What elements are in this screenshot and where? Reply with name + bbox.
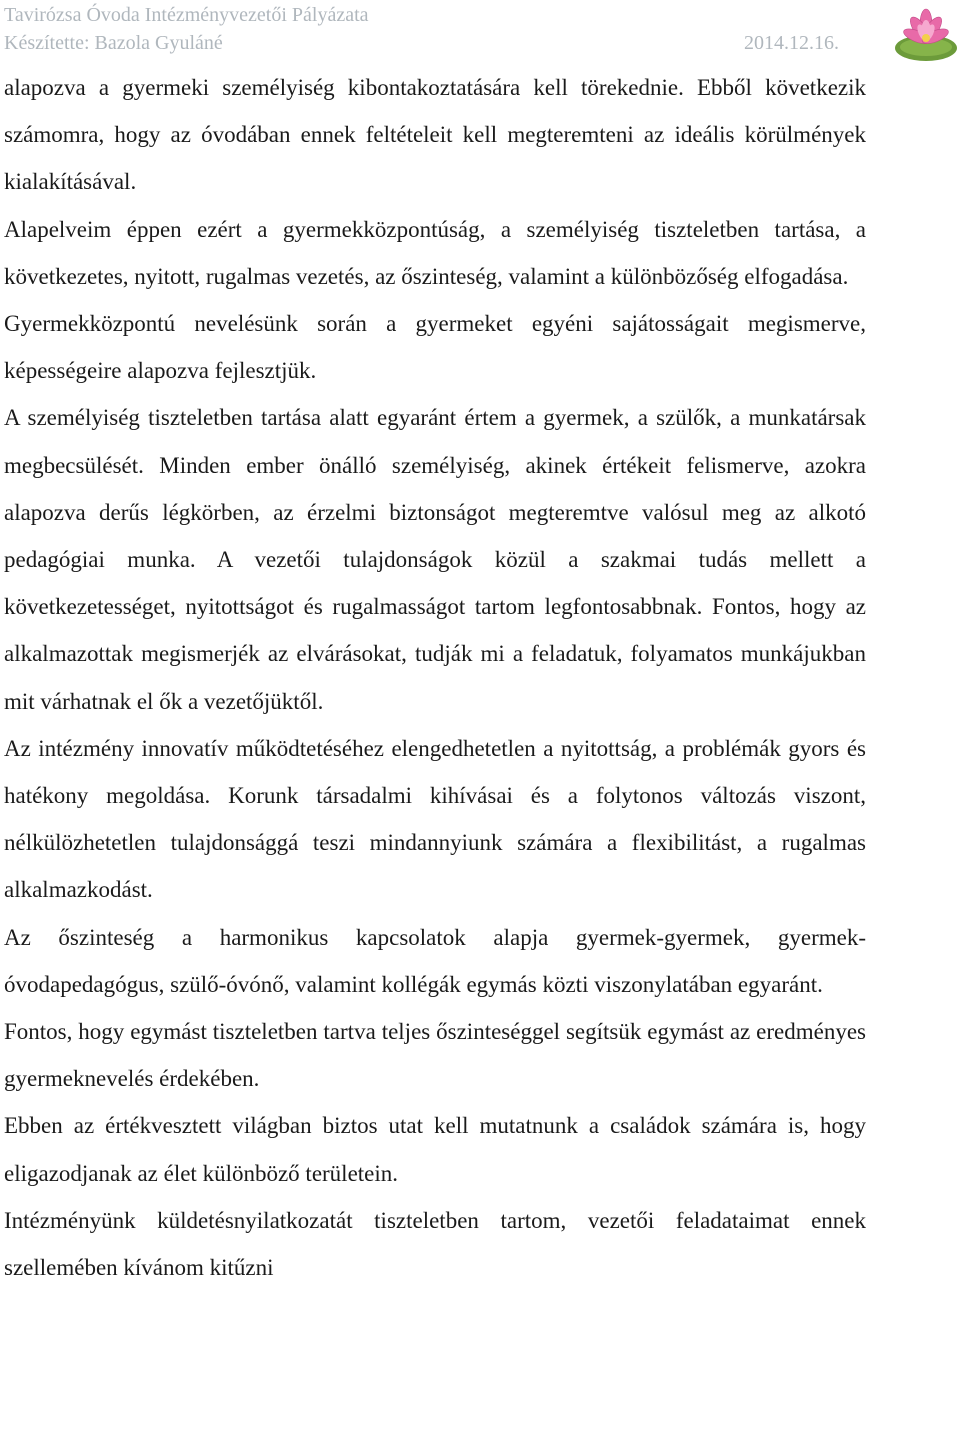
- water-lily-icon: [893, 2, 959, 64]
- paragraph: alapozva a gyermeki személyiség kibontakoztatására kell törekednie. Ebből következik számomra, hogy az óvodában ennek feltételeit kell megteremteni az ideális körülmények kialakításával.: [4, 75, 866, 195]
- author-line: Készítette: Bazola Gyuláné: [4, 32, 223, 54]
- document-body: [4, 64, 866, 1291]
- paragraph: Fontos, hogy egymást tiszteletben tartva teljes őszinteséggel segítsük egymást az eredményes gyermeknevelés érdekében.: [4, 1019, 866, 1092]
- paragraph: Gyermekközpontú nevelésünk során a gyermeket egyéni sajátosságait megismerve, képességeire alapozva fejlesztjük.: [4, 311, 866, 384]
- document-title: Tavirózsa Óvoda Intézményvezetői Pályázata: [4, 4, 369, 26]
- paragraph: A személyiség tiszteletben tartása alatt egyaránt értem a gyermek, a szülők, a munkatársak megbecsülését. Minden ember önálló személyiség, akinek értékeit felismerve, azokra alapozva derűs légkörben, az érzelmi biztonságot megteremtve valósul meg az alkotó pedagógiai munka. A vezetői tulajdonságok közül a szakmai tudás mellett a következetességet, nyitottságot és rugalmasságot tartom legfontosabbnak. Fontos, hogy az alkalmazottak megismerjék az elvárásokat, tudják mi a feladatuk, folyamatos munkájukban mit várhatnak el ők a vezetőjüktől.: [4, 405, 866, 714]
- paragraph: Az intézmény innovatív működtetéséhez elengedhetetlen a nyitottság, a problémák gyors és hatékony megoldása. Korunk társadalmi kihívásai és a folytonos változás viszont, nélkülözhetetlen tulajdonsággá teszi mindannyiunk számára a flexibilitást, a rugalmas alkalmazkodást.: [4, 735, 866, 903]
- document-date: 2014.12.16.: [744, 32, 839, 54]
- paragraph: Alapelveim éppen ezért a gyermekközpontúság, a személyiség tiszteletben tartása, a következetes, nyitott, rugalmas vezetés, az őszinteség, valamint a különbözőség elfogadása.: [4, 216, 866, 289]
- paragraph: Intézményünk küldetésnyilatkozatát tiszteletben tartom, vezetői feladataimat ennek szellemében kívánom kitűzni: [4, 1207, 866, 1281]
- page-header: [4, 0, 954, 64]
- paragraph: Ebben az értékvesztett világban biztos utat kell mutatnunk a családok számára is, hogy eligazodjanak az élet különböző területein.: [4, 1113, 866, 1186]
- paragraph: Az őszinteség a harmonikus kapcsolatok alapja gyermek-gyermek, gyermek-óvodapedagógus, szülő-óvónő, valamint kollégák egymás közti viszonylatában egyaránt.: [4, 924, 866, 997]
